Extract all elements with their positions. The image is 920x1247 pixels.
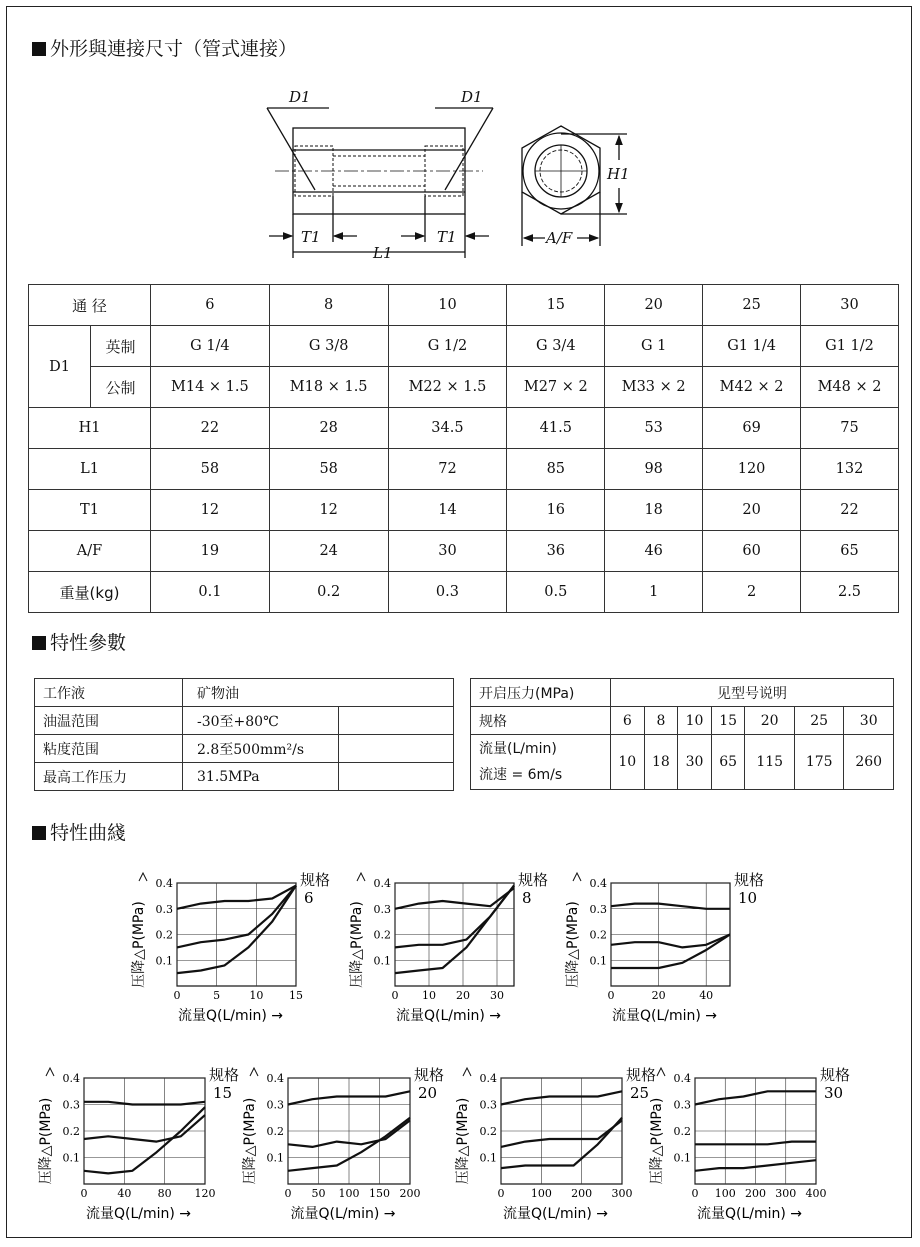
cell: 46 [605, 531, 703, 572]
cell: 58 [269, 449, 388, 490]
cell: 36 [507, 531, 605, 572]
x-tick-label: 150 [369, 1187, 390, 1200]
cell: 75 [801, 408, 899, 449]
spec-label: 规格 [518, 871, 549, 889]
x-tick-label: 40 [117, 1187, 132, 1200]
label-d1-right: D1 [461, 88, 483, 106]
cell: 30 [678, 735, 712, 790]
cell: M22 × 1.5 [388, 367, 507, 408]
y-tick-label: 0.3 [62, 1098, 80, 1112]
cell: 120 [703, 449, 801, 490]
cell: G 1/4 [151, 326, 270, 367]
cell: M18 × 1.5 [269, 367, 388, 408]
label-af: A/F [546, 229, 573, 247]
cell: 18 [605, 490, 703, 531]
cell: 19 [151, 531, 270, 572]
cell: G 1 [605, 326, 703, 367]
cell: 65 [801, 531, 899, 572]
x-axis-label: 流量Q(L/min) → [502, 1206, 609, 1222]
size-cell: 25 [703, 285, 801, 326]
spec-value: 30 [824, 1084, 844, 1102]
row-label: 工作液 [35, 679, 183, 707]
y-tick-label: 0.2 [373, 928, 391, 942]
cell: G1 1/2 [801, 326, 899, 367]
cell: M42 × 2 [703, 367, 801, 408]
y-tick-label: 0.3 [373, 902, 391, 916]
header-label: 通 径 [29, 285, 151, 326]
cell: M14 × 1.5 [151, 367, 270, 408]
d1-label: D1 [29, 326, 91, 408]
x-tick-label: 30 [490, 989, 504, 1002]
x-tick-label: 40 [699, 989, 714, 1002]
curve-series-line [395, 886, 514, 948]
cell: 175 [794, 735, 844, 790]
y-tick-label: 0.4 [266, 1072, 284, 1085]
cell: 53 [605, 408, 703, 449]
y-tick-label: 0.3 [266, 1098, 284, 1112]
cell: 31.5MPa [183, 763, 339, 791]
row-label: 规格 [471, 707, 611, 735]
spec-value: 10 [738, 889, 758, 907]
curve-series-line [501, 1091, 622, 1104]
x-tick-label: 400 [805, 1187, 827, 1200]
cell: 2.8至500mm²/s [183, 735, 339, 763]
cell: -30至+80℃ [183, 707, 339, 735]
spec-value: 25 [630, 1084, 650, 1102]
x-axis-label: 流量Q(L/min) → [611, 1008, 718, 1024]
curve-series-line [501, 1120, 622, 1147]
row-label: 油温范围 [35, 707, 183, 735]
y-axis-arrow-icon [463, 1068, 471, 1076]
cell: 30 [388, 531, 507, 572]
y-axis-arrow-icon [573, 873, 581, 881]
x-tick-label: 10 [422, 989, 436, 1002]
cell: 98 [605, 449, 703, 490]
cell: 2 [703, 572, 801, 613]
cell: 85 [507, 449, 605, 490]
row-label: H1 [29, 408, 151, 449]
section-title-text: 特性曲綫 [50, 822, 127, 844]
cell: 260 [844, 735, 894, 790]
spec-value: 6 [304, 889, 314, 907]
y-tick-label: 0.1 [479, 1151, 497, 1165]
x-tick-label: 50 [311, 1187, 326, 1200]
row-label: 重量(kg) [29, 572, 151, 613]
y-axis-arrow-icon [357, 873, 365, 881]
cell: 72 [388, 449, 507, 490]
curve-series-line [395, 888, 514, 909]
cell: M33 × 2 [605, 367, 703, 408]
x-tick-label: 15 [289, 989, 303, 1002]
y-tick-label: 0.4 [155, 877, 173, 890]
pressure-drop-chart [349, 871, 548, 1024]
y-tick-label: 0.3 [673, 1098, 691, 1112]
x-tick-label: 0 [173, 989, 181, 1002]
y-tick-label: 0.3 [589, 902, 607, 916]
x-tick-label: 10 [249, 989, 264, 1002]
y-tick-label: 0.1 [62, 1151, 80, 1165]
spec-label: 规格 [300, 871, 331, 889]
spec-label: 规格 [209, 1066, 240, 1084]
spec-label: 规格 [626, 1066, 657, 1084]
cell: 2.5 [801, 572, 899, 613]
y-axis-label: 压降△P(MPa) [565, 901, 581, 988]
row-label: 最高工作压力 [35, 763, 183, 791]
cell: 34.5 [388, 408, 507, 449]
cell: 10 [678, 707, 712, 735]
cell: 12 [269, 490, 388, 531]
spec-label: 规格 [820, 1066, 851, 1084]
cell: 115 [745, 735, 795, 790]
y-tick-label: 0.1 [155, 954, 173, 968]
cell: M48 × 2 [801, 367, 899, 408]
x-tick-label: 0 [80, 1187, 88, 1200]
label-t1-left: T1 [301, 228, 321, 246]
pressure-drop-chart [242, 1066, 444, 1222]
cell: M27 × 2 [507, 367, 605, 408]
label-d1-left: D1 [289, 88, 311, 106]
row-label: 英制 [91, 326, 151, 367]
y-tick-label: 0.4 [589, 877, 607, 890]
cell: 30 [844, 707, 894, 735]
cell: 16 [507, 490, 605, 531]
pressure-drop-chart [565, 871, 764, 1024]
x-tick-label: 100 [338, 1187, 360, 1200]
spec-value: 20 [418, 1084, 438, 1102]
section-title-text: 特性參數 [50, 632, 127, 654]
cell: 矿物油 [183, 679, 454, 707]
cell: 0.5 [507, 572, 605, 613]
y-tick-label: 0.4 [673, 1072, 691, 1085]
y-axis-label: 压降△P(MPa) [349, 901, 365, 988]
label-t1-right: T1 [437, 228, 457, 246]
y-tick-label: 0.4 [479, 1072, 497, 1085]
x-axis-label: 流量Q(L/min) → [177, 1008, 284, 1024]
x-axis-label: 流量Q(L/min) → [290, 1206, 396, 1222]
cell: G1 1/4 [703, 326, 801, 367]
cell: 69 [703, 408, 801, 449]
y-tick-label: 0.3 [479, 1098, 497, 1112]
cell: 0.1 [151, 572, 270, 613]
spec-label: 规格 [414, 1066, 445, 1084]
label-h1: H1 [607, 165, 630, 183]
cell: 15 [711, 707, 745, 735]
cell: G 3/4 [507, 326, 605, 367]
size-cell: 6 [151, 285, 270, 326]
row-label: A/F [29, 531, 151, 572]
y-axis-label: 压降△P(MPa) [131, 901, 147, 988]
curve-series-line [611, 904, 730, 909]
size-cell: 30 [801, 285, 899, 326]
x-tick-label: 0 [607, 989, 615, 1002]
row-label: 开启压力(MPa) [471, 679, 611, 707]
cell: 28 [269, 408, 388, 449]
y-tick-label: 0.4 [373, 877, 391, 890]
cell: 65 [711, 735, 745, 790]
x-tick-label: 0 [284, 1187, 292, 1200]
x-tick-label: 0 [391, 989, 399, 1002]
y-axis-label: 压降△P(MPa) [455, 1097, 471, 1185]
x-tick-label: 5 [213, 989, 221, 1002]
velocity-label: 流速 = 6m/s [479, 767, 563, 783]
cell: 20 [703, 490, 801, 531]
row-label: T1 [29, 490, 151, 531]
pressure-drop-chart [38, 1066, 239, 1222]
y-tick-label: 0.1 [589, 954, 607, 968]
cell: 41.5 [507, 408, 605, 449]
row-label: 公制 [91, 367, 151, 408]
pressure-drop-chart [649, 1066, 850, 1222]
y-axis-arrow-icon [139, 873, 147, 881]
flow-label: 流量(L/min) [479, 741, 557, 757]
pressure-drop-chart [131, 871, 330, 1024]
y-tick-label: 0.1 [373, 954, 391, 968]
y-axis-label: 压降△P(MPa) [242, 1097, 258, 1185]
y-axis-label: 压降△P(MPa) [649, 1097, 665, 1185]
spec-value: 15 [213, 1084, 233, 1102]
size-cell: 10 [388, 285, 507, 326]
x-tick-label: 100 [714, 1187, 736, 1200]
cell: 20 [745, 707, 795, 735]
cell: 18 [644, 735, 678, 790]
cell: 0.3 [388, 572, 507, 613]
cell: 24 [269, 531, 388, 572]
x-tick-label: 300 [611, 1187, 633, 1200]
row-label: L1 [29, 449, 151, 490]
x-tick-label: 200 [399, 1187, 421, 1200]
cell: 14 [388, 490, 507, 531]
pressure-drop-chart [455, 1066, 656, 1222]
x-tick-label: 200 [745, 1187, 766, 1200]
y-tick-label: 0.2 [589, 928, 607, 942]
size-cell: 15 [507, 285, 605, 326]
x-tick-label: 20 [651, 989, 666, 1002]
y-tick-label: 0.2 [62, 1125, 80, 1138]
spec-label: 规格 [734, 871, 765, 889]
y-tick-label: 0.1 [266, 1151, 284, 1165]
row-label: 粘度范围 [35, 735, 183, 763]
y-axis-arrow-icon [250, 1068, 258, 1076]
label-l1: L1 [373, 244, 393, 262]
size-cell: 20 [605, 285, 703, 326]
y-tick-label: 0.2 [479, 1125, 497, 1138]
x-tick-label: 120 [194, 1187, 216, 1200]
y-tick-label: 0.2 [673, 1125, 691, 1138]
cell: G 1/2 [388, 326, 507, 367]
y-axis-arrow-icon [657, 1068, 665, 1076]
x-tick-label: 80 [157, 1187, 172, 1200]
y-tick-label: 0.3 [155, 902, 173, 916]
cell: 22 [801, 490, 899, 531]
curve-series-line [84, 1102, 205, 1105]
x-tick-label: 0 [497, 1187, 505, 1200]
y-tick-label: 0.2 [155, 928, 173, 942]
curve-series-line [611, 935, 730, 969]
y-tick-label: 0.2 [266, 1125, 284, 1138]
section-title-text: 外形與連接尺寸（管式連接） [50, 38, 298, 60]
cell: 60 [703, 531, 801, 572]
cell: 10 [611, 735, 645, 790]
x-tick-label: 300 [775, 1187, 797, 1200]
cell: 0.2 [269, 572, 388, 613]
cell: 25 [794, 707, 844, 735]
y-axis-arrow-icon [46, 1068, 54, 1076]
y-tick-label: 0.4 [62, 1072, 80, 1085]
cell: 22 [151, 408, 270, 449]
x-axis-label: 流量Q(L/min) → [85, 1206, 192, 1222]
curve-series-line [84, 1115, 205, 1142]
x-tick-label: 100 [530, 1187, 552, 1200]
x-tick-label: 20 [456, 989, 470, 1002]
cell: 1 [605, 572, 703, 613]
x-axis-label: 流量Q(L/min) → [395, 1008, 502, 1024]
y-tick-label: 0.1 [673, 1151, 691, 1165]
cell: 见型号说明 [611, 679, 894, 707]
x-axis-label: 流量Q(L/min) → [696, 1206, 803, 1222]
x-tick-label: 200 [571, 1187, 593, 1200]
cell: G 3/8 [269, 326, 388, 367]
cell: 132 [801, 449, 899, 490]
x-tick-label: 0 [691, 1187, 699, 1200]
cell: 58 [151, 449, 270, 490]
spec-value: 8 [522, 889, 532, 907]
cell: 12 [151, 490, 270, 531]
cell: 6 [611, 707, 645, 735]
y-axis-label: 压降△P(MPa) [38, 1097, 54, 1185]
cell: 8 [644, 707, 678, 735]
size-cell: 8 [269, 285, 388, 326]
